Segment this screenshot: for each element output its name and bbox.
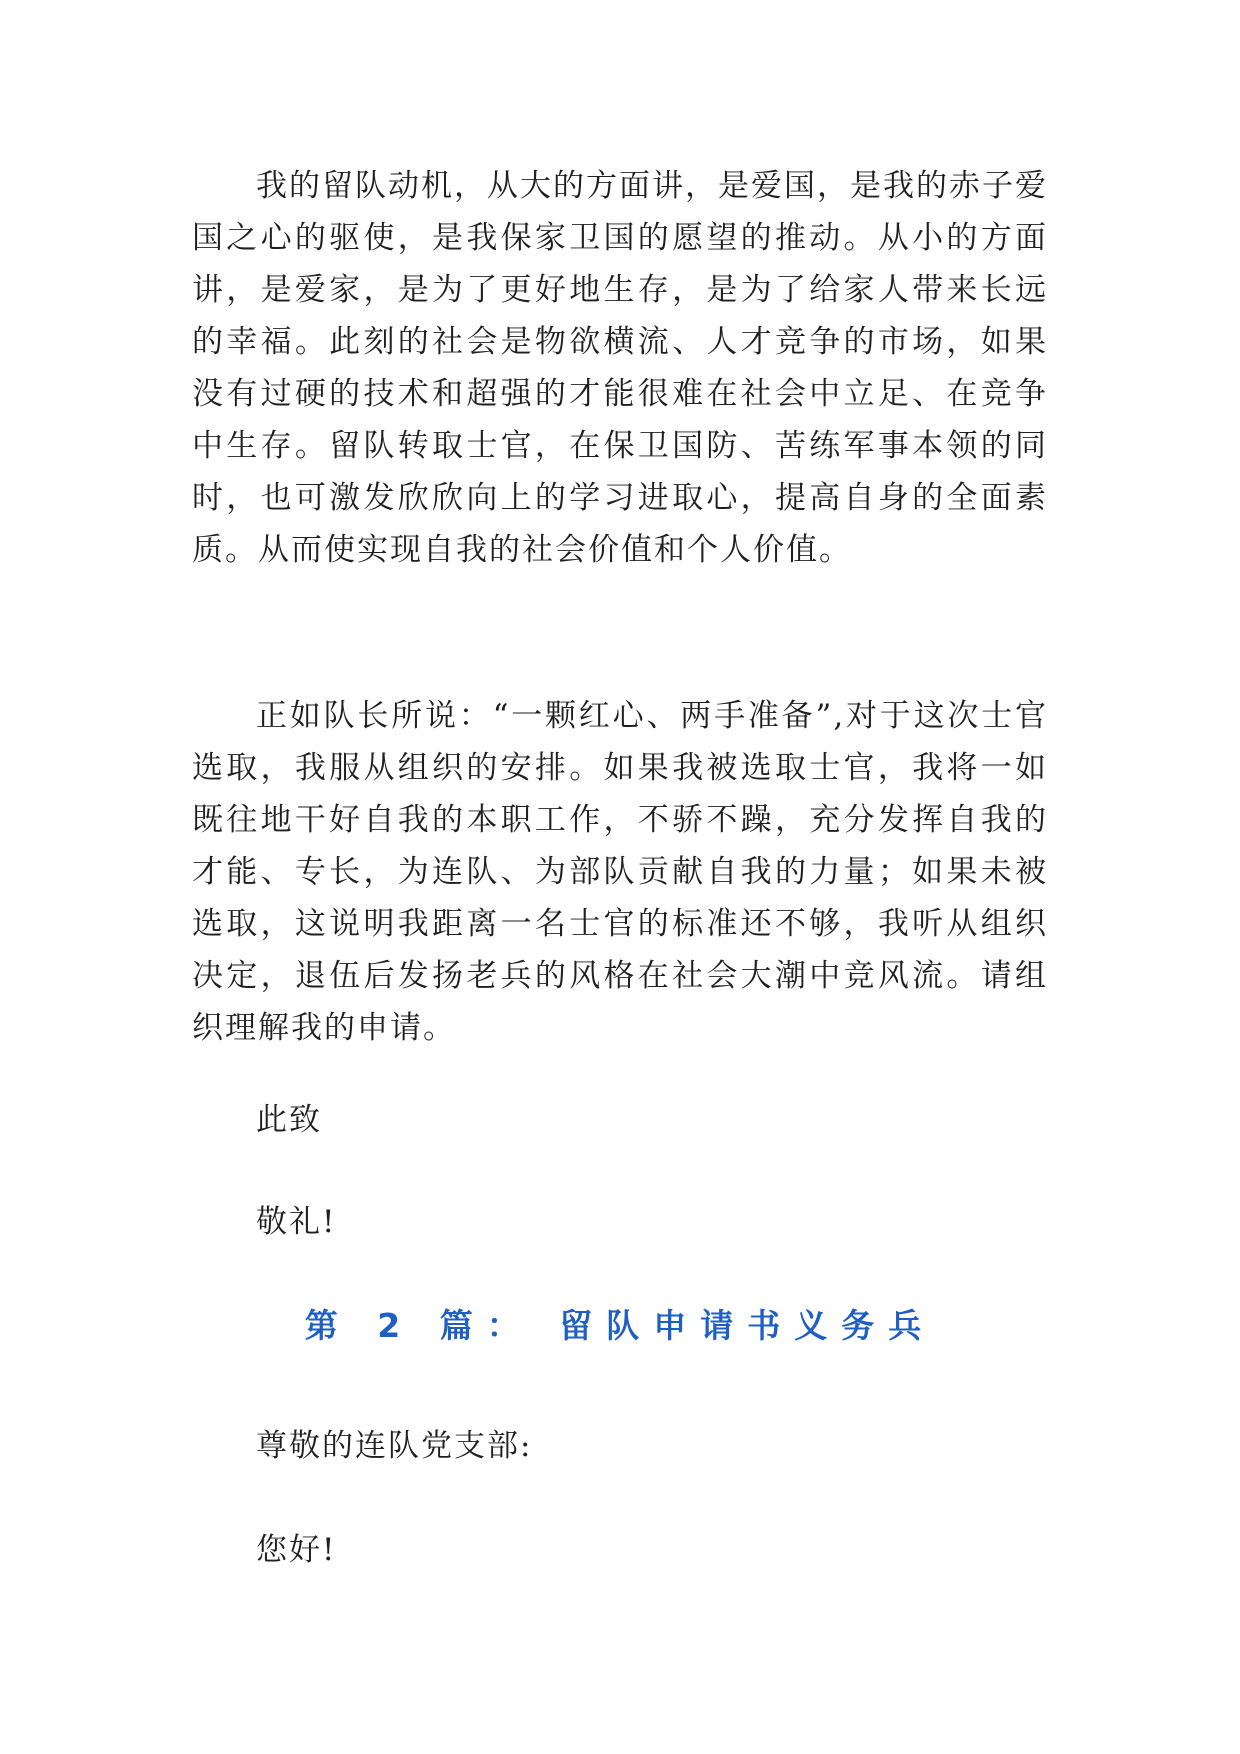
greeting-line: 您好! xyxy=(256,1532,337,1568)
closing-line-cizhi: 此致 xyxy=(256,1102,322,1138)
body-paragraph-commitment: 正如队长所说：“一颗红心、两手准备”,对于这次士官选取，我服从组织的安排。如果我被选取士官，我将一如既往地干好自我的本职工作，不骄不躁，充分发挥自我的才能、专长，为连队、为部队贡献自我的力量；如果未被选取，这说明我距离一名士官的标准还不够，我听从组织决定，退伍后发扬老兵的风格在社会大潮中竞风流。请组织理解我的申请。 xyxy=(192,698,1048,1046)
salutation-line: 尊敬的连队党支部: xyxy=(256,1428,533,1464)
closing-line-jingli: 敬礼! xyxy=(256,1204,337,1240)
section-heading: 第 2 篇： 留队申请书义务兵 xyxy=(304,1306,936,1345)
body-paragraph-motivation: 我的留队动机，从大的方面讲，是爱国，是我的赤子爱国之心的驱使，是我保家卫国的愿望的推动。从小的方面讲，是爱家，是为了更好地生存，是为了给家人带来长远的幸福。此刻的社会是物欲横流、人才竞争的市场，如果没有过硬的技术和超强的才能很难在社会中立足、在竞争中生存。留队转取士官，在保卫国防、苦练军事本领的同时，也可激发欣欣向上的学习进取心，提高自身的全面素质。从而使实现自我的社会价值和个人价值。 xyxy=(192,168,1048,568)
